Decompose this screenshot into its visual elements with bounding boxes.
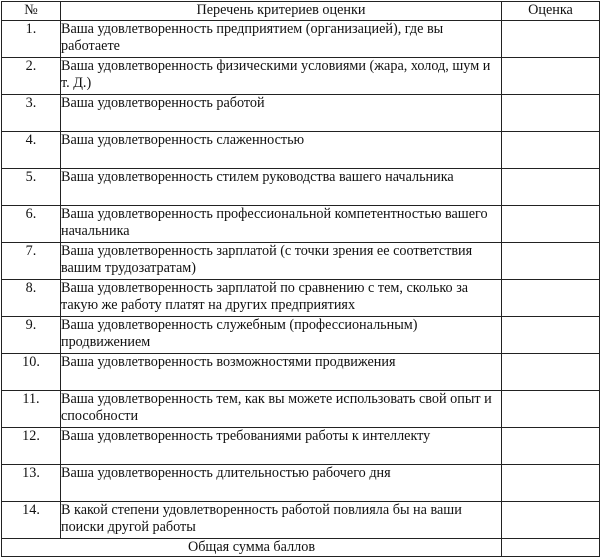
row-number: 1. bbox=[2, 21, 61, 58]
score-cell[interactable] bbox=[502, 428, 600, 465]
row-number: 2. bbox=[2, 58, 61, 95]
criterion-text: Ваша удовлетворенность слаженностью bbox=[61, 132, 502, 169]
table-row bbox=[2, 465, 600, 502]
criterion-text: Ваша удовлетворенность профессиональной компетентностью вашего начальника bbox=[61, 206, 502, 243]
criterion-text: Ваша удовлетворенность тем, как вы можете использовать свой опыт и способности bbox=[61, 391, 502, 428]
table-row bbox=[2, 206, 600, 243]
table-row bbox=[2, 428, 600, 465]
criterion-text: Ваша удовлетворенность зарплатой по сравнению с тем, сколько за такую же работу платят на других предприятиях bbox=[61, 280, 502, 317]
row-number: 6. bbox=[2, 206, 61, 243]
header-row bbox=[2, 2, 600, 21]
table-row bbox=[2, 391, 600, 428]
row-number: 5. bbox=[2, 169, 61, 206]
criterion-text: Ваша удовлетворенность служебным (профессиональным) продвижением bbox=[61, 317, 502, 354]
score-cell[interactable] bbox=[502, 206, 600, 243]
score-cell[interactable] bbox=[502, 95, 600, 132]
total-label: Общая сумма баллов bbox=[2, 539, 502, 557]
row-number: 14. bbox=[2, 502, 61, 539]
row-number: 8. bbox=[2, 280, 61, 317]
criteria-table bbox=[1, 1, 600, 557]
score-cell[interactable] bbox=[502, 502, 600, 539]
table-row bbox=[2, 169, 600, 206]
row-number: 10. bbox=[2, 354, 61, 391]
score-cell[interactable] bbox=[502, 465, 600, 502]
row-number: 13. bbox=[2, 465, 61, 502]
score-cell[interactable] bbox=[502, 21, 600, 58]
table-row bbox=[2, 95, 600, 132]
criterion-text: Ваша удовлетворенность длительностью рабочего дня bbox=[61, 465, 502, 502]
total-score-cell[interactable] bbox=[502, 539, 600, 557]
row-number: 11. bbox=[2, 391, 61, 428]
score-cell[interactable] bbox=[502, 280, 600, 317]
criterion-text: Ваша удовлетворенность стилем руководства вашего начальника bbox=[61, 169, 502, 206]
criterion-text: Ваша удовлетворенность физическими условиями (жара, холод, шум и т. Д.) bbox=[61, 58, 502, 95]
score-cell[interactable] bbox=[502, 391, 600, 428]
criterion-text: Ваша удовлетворенность требованиями работы к интеллекту bbox=[61, 428, 502, 465]
score-cell[interactable] bbox=[502, 243, 600, 280]
criterion-text: Ваша удовлетворенность предприятием (организацией), где вы работаете bbox=[61, 21, 502, 58]
table-row bbox=[2, 354, 600, 391]
score-cell[interactable] bbox=[502, 169, 600, 206]
criterion-text: Ваша удовлетворенность зарплатой (с точки зрения ее соответствия вашим трудозатратам) bbox=[61, 243, 502, 280]
row-number: 4. bbox=[2, 132, 61, 169]
header-number: № bbox=[2, 2, 61, 21]
row-number: 3. bbox=[2, 95, 61, 132]
score-cell[interactable] bbox=[502, 354, 600, 391]
table-row bbox=[2, 317, 600, 354]
table-row bbox=[2, 58, 600, 95]
header-criteria: Перечень критериев оценки bbox=[61, 2, 502, 21]
table-row bbox=[2, 132, 600, 169]
row-number: 7. bbox=[2, 243, 61, 280]
total-row bbox=[2, 539, 600, 557]
row-number: 9. bbox=[2, 317, 61, 354]
criterion-text: В какой степени удовлетворенность работой повлияла бы на ваши поиски другой работы bbox=[61, 502, 502, 539]
header-score: Оценка bbox=[502, 2, 600, 21]
table-row bbox=[2, 280, 600, 317]
criterion-text: Ваша удовлетворенность возможностями продвижения bbox=[61, 354, 502, 391]
score-cell[interactable] bbox=[502, 317, 600, 354]
score-cell[interactable] bbox=[502, 58, 600, 95]
table-row bbox=[2, 243, 600, 280]
table-row bbox=[2, 21, 600, 58]
row-number: 12. bbox=[2, 428, 61, 465]
table-row bbox=[2, 502, 600, 539]
criterion-text: Ваша удовлетворенность работой bbox=[61, 95, 502, 132]
score-cell[interactable] bbox=[502, 132, 600, 169]
